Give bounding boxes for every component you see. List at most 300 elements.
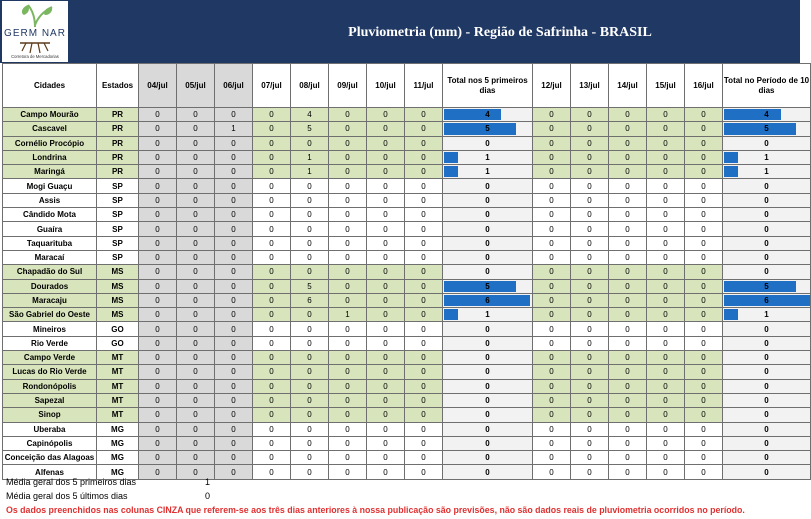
rain-cell: 0 <box>533 393 571 407</box>
rain-cell: 0 <box>177 408 215 422</box>
rain-cell: 0 <box>215 222 253 236</box>
rain-cell: 0 <box>177 351 215 365</box>
rain-cell: 0 <box>647 336 685 350</box>
rain-total-value: 0 <box>485 467 490 477</box>
rain-cell: 0 <box>405 265 443 279</box>
rain-cell: 0 <box>291 136 329 150</box>
rain-total-bar <box>444 109 501 120</box>
rain-cell: 0 <box>253 236 291 250</box>
city-cell: Guaíra <box>3 222 97 236</box>
table-row <box>3 351 811 365</box>
rain-total-value: 0 <box>485 253 490 263</box>
rain-cell: 0 <box>571 336 609 350</box>
total-10-days-cell <box>723 336 811 350</box>
rain-total-value: 0 <box>764 396 769 406</box>
rain-cell: 0 <box>533 279 571 293</box>
rain-cell: 0 <box>647 150 685 164</box>
rain-cell: 0 <box>139 293 177 307</box>
rain-cell: 0 <box>215 393 253 407</box>
rain-cell: 0 <box>609 222 647 236</box>
day-header: 05/jul <box>177 64 215 108</box>
state-cell: MS <box>97 293 139 307</box>
city-cell: Alfenas <box>3 465 97 479</box>
rain-cell: 0 <box>685 236 723 250</box>
rain-total-value: 0 <box>764 453 769 463</box>
total-5-days-cell <box>443 393 533 407</box>
rain-cell: 0 <box>405 179 443 193</box>
rain-cell: 0 <box>571 422 609 436</box>
rain-cell: 0 <box>405 108 443 122</box>
total-5-days-cell <box>443 193 533 207</box>
rain-cell: 0 <box>139 136 177 150</box>
rain-total-value: 0 <box>764 338 769 348</box>
rain-cell: 0 <box>367 250 405 264</box>
rain-total-bar <box>444 152 458 163</box>
rain-total-value: 0 <box>485 410 490 420</box>
rain-cell: 0 <box>609 208 647 222</box>
rain-cell: 0 <box>329 451 367 465</box>
rain-total-value: 0 <box>485 267 490 277</box>
rain-cell: 0 <box>215 236 253 250</box>
rain-cell: 0 <box>647 236 685 250</box>
rain-cell: 0 <box>647 379 685 393</box>
day-header: 04/jul <box>139 64 177 108</box>
rain-total-value: 0 <box>485 181 490 191</box>
rain-cell: 0 <box>685 222 723 236</box>
rain-total-value: 0 <box>764 181 769 191</box>
rain-cell: 0 <box>215 322 253 336</box>
header-row <box>3 64 811 108</box>
state-cell: MT <box>97 351 139 365</box>
rain-cell: 0 <box>253 451 291 465</box>
total-5-days-cell <box>443 236 533 250</box>
rain-cell: 0 <box>571 179 609 193</box>
rain-cell: 0 <box>533 465 571 479</box>
rain-cell: 0 <box>685 150 723 164</box>
rain-cell: 0 <box>215 108 253 122</box>
rain-total-value: 0 <box>485 453 490 463</box>
rain-total-bar <box>444 281 516 292</box>
rain-cell: 0 <box>685 322 723 336</box>
rain-cell: 0 <box>609 179 647 193</box>
day-header: 10/jul <box>367 64 405 108</box>
rain-cell: 0 <box>609 193 647 207</box>
rain-cell: 0 <box>367 193 405 207</box>
rain-cell: 0 <box>571 108 609 122</box>
rain-cell: 0 <box>291 208 329 222</box>
total-5-days-cell <box>443 208 533 222</box>
rain-cell: 0 <box>405 408 443 422</box>
rain-cell: 0 <box>291 365 329 379</box>
rain-cell: 0 <box>215 408 253 422</box>
rain-cell: 0 <box>533 451 571 465</box>
rain-cell: 0 <box>685 293 723 307</box>
state-cell: MT <box>97 379 139 393</box>
rain-total-value: 0 <box>764 410 769 420</box>
total-10-days-header: Total no Período de 10 dias <box>723 64 811 108</box>
rain-cell: 0 <box>215 436 253 450</box>
rain-cell: 0 <box>685 208 723 222</box>
rain-cell: 0 <box>139 165 177 179</box>
city-cell: Maracaju <box>3 293 97 307</box>
rain-cell: 0 <box>685 436 723 450</box>
rain-cell: 0 <box>647 322 685 336</box>
rain-total-value: 0 <box>485 367 490 377</box>
rain-cell: 0 <box>609 436 647 450</box>
rain-cell: 0 <box>367 351 405 365</box>
rain-cell: 0 <box>367 408 405 422</box>
rain-cell: 0 <box>609 308 647 322</box>
rain-cell: 0 <box>533 408 571 422</box>
rain-cell: 0 <box>405 465 443 479</box>
total-5-days-cell <box>443 308 533 322</box>
total-10-days-cell <box>723 236 811 250</box>
rain-cell: 0 <box>215 422 253 436</box>
rain-cell: 0 <box>291 193 329 207</box>
rain-cell: 0 <box>405 236 443 250</box>
total-5-days-cell <box>443 336 533 350</box>
table-row <box>3 279 811 293</box>
rain-cell: 0 <box>533 122 571 136</box>
total-5-days-cell <box>443 408 533 422</box>
rain-cell: 0 <box>177 208 215 222</box>
avg-last-value: 0 <box>205 491 211 501</box>
rain-cell: 0 <box>609 322 647 336</box>
rain-cell: 0 <box>405 422 443 436</box>
rain-cell: 0 <box>685 336 723 350</box>
rain-cell: 0 <box>405 365 443 379</box>
rain-cell: 0 <box>367 179 405 193</box>
total-10-days-cell <box>723 293 811 307</box>
state-cell: GO <box>97 336 139 350</box>
day-header: 13/jul <box>571 64 609 108</box>
rain-total-bar <box>724 309 738 320</box>
state-cell: SP <box>97 236 139 250</box>
rain-cell: 0 <box>329 351 367 365</box>
city-cell: Sinop <box>3 408 97 422</box>
rain-cell: 0 <box>647 108 685 122</box>
table-row <box>3 336 811 350</box>
total-10-days-cell <box>723 308 811 322</box>
rain-cell: 6 <box>291 293 329 307</box>
rain-cell: 0 <box>177 150 215 164</box>
rain-cell: 0 <box>291 422 329 436</box>
rain-cell: 0 <box>533 308 571 322</box>
rain-total-value: 1 <box>764 153 769 163</box>
rain-total-value: 5 <box>485 124 490 134</box>
city-cell: Lucas do Rio Verde <box>3 365 97 379</box>
rain-cell: 0 <box>647 136 685 150</box>
rain-cell: 0 <box>533 236 571 250</box>
rain-cell: 0 <box>571 136 609 150</box>
rain-cell: 0 <box>367 379 405 393</box>
rain-cell: 0 <box>685 279 723 293</box>
rain-cell: 0 <box>291 236 329 250</box>
total-5-days-cell <box>443 179 533 193</box>
state-cell: SP <box>97 179 139 193</box>
total-10-days-cell <box>723 408 811 422</box>
rain-total-value: 0 <box>764 195 769 205</box>
rain-cell: 0 <box>647 250 685 264</box>
rain-total-value: 1 <box>764 310 769 320</box>
rain-cell: 0 <box>533 351 571 365</box>
rain-cell: 1 <box>329 308 367 322</box>
rain-cell: 0 <box>215 208 253 222</box>
state-cell: PR <box>97 122 139 136</box>
avg-last-label: Média geral dos 5 últimos dias <box>6 491 128 501</box>
rain-total-value: 4 <box>485 110 490 120</box>
rain-cell: 0 <box>329 279 367 293</box>
total-5-days-cell <box>443 265 533 279</box>
rain-cell: 0 <box>685 165 723 179</box>
total-10-days-cell <box>723 365 811 379</box>
rain-cell: 0 <box>533 179 571 193</box>
rain-cell: 0 <box>533 208 571 222</box>
rain-cell: 0 <box>405 351 443 365</box>
rain-cell: 0 <box>139 422 177 436</box>
rain-cell: 0 <box>367 136 405 150</box>
rain-cell: 0 <box>571 436 609 450</box>
rain-cell: 0 <box>647 422 685 436</box>
total-5-days-cell <box>443 351 533 365</box>
rain-cell: 0 <box>571 122 609 136</box>
rain-total-value: 6 <box>485 296 490 305</box>
total-5-days-cell <box>443 122 533 136</box>
rain-total-value: 0 <box>485 138 490 148</box>
total-10-days-cell <box>723 165 811 179</box>
rain-cell: 0 <box>685 422 723 436</box>
city-cell: Campo Mourão <box>3 108 97 122</box>
rain-cell: 0 <box>329 393 367 407</box>
total-10-days-cell <box>723 351 811 365</box>
rain-cell: 0 <box>571 308 609 322</box>
avg-first-value: 1 <box>205 477 211 487</box>
total-5-days-cell <box>443 365 533 379</box>
rain-cell: 0 <box>215 279 253 293</box>
rain-cell: 0 <box>647 193 685 207</box>
rain-cell: 0 <box>253 379 291 393</box>
rain-cell: 0 <box>647 365 685 379</box>
rain-total-value: 0 <box>485 424 490 434</box>
rain-cell: 0 <box>253 265 291 279</box>
rain-cell: 0 <box>139 122 177 136</box>
rain-cell: 0 <box>647 351 685 365</box>
rain-cell: 0 <box>367 222 405 236</box>
rain-cell: 0 <box>329 236 367 250</box>
header-banner <box>0 0 800 63</box>
rain-cell: 0 <box>685 108 723 122</box>
rain-cell: 0 <box>177 279 215 293</box>
rain-cell: 0 <box>253 165 291 179</box>
state-cell: PR <box>97 136 139 150</box>
rain-cell: 0 <box>533 136 571 150</box>
total-10-days-cell <box>723 265 811 279</box>
rain-cell: 0 <box>405 379 443 393</box>
city-cell: Uberaba <box>3 422 97 436</box>
rain-cell: 0 <box>685 379 723 393</box>
rain-cell: 0 <box>329 465 367 479</box>
rain-cell: 0 <box>215 308 253 322</box>
rain-cell: 0 <box>533 108 571 122</box>
rain-cell: 0 <box>685 308 723 322</box>
rain-cell: 0 <box>177 451 215 465</box>
rain-cell: 0 <box>533 193 571 207</box>
table-row <box>3 150 811 164</box>
rain-cell: 0 <box>253 393 291 407</box>
rain-total-value: 1 <box>485 153 490 163</box>
rain-cell: 1 <box>291 165 329 179</box>
rain-cell: 0 <box>215 136 253 150</box>
total-10-days-cell <box>723 451 811 465</box>
rain-cell: 0 <box>685 408 723 422</box>
state-cell: MG <box>97 436 139 450</box>
rain-cell: 0 <box>367 208 405 222</box>
rain-cell: 5 <box>291 279 329 293</box>
table-row <box>3 208 811 222</box>
rain-cell: 0 <box>139 150 177 164</box>
total-10-days-cell <box>723 250 811 264</box>
rain-cell: 0 <box>533 422 571 436</box>
total-10-days-cell <box>723 136 811 150</box>
rain-cell: 0 <box>571 293 609 307</box>
rain-cell: 0 <box>215 179 253 193</box>
rain-cell: 0 <box>329 365 367 379</box>
state-cell: MG <box>97 422 139 436</box>
rain-cell: 0 <box>571 165 609 179</box>
rain-total-bar <box>724 166 738 177</box>
rain-cell: 0 <box>177 250 215 264</box>
rain-total-bar <box>724 109 781 120</box>
city-cell: Mineiros <box>3 322 97 336</box>
rain-cell: 0 <box>367 365 405 379</box>
states-header: Estados <box>97 64 139 108</box>
rain-cell: 0 <box>215 336 253 350</box>
rain-cell: 0 <box>367 436 405 450</box>
rain-cell: 0 <box>215 451 253 465</box>
rain-cell: 0 <box>571 322 609 336</box>
rain-cell: 0 <box>609 451 647 465</box>
rain-total-value: 0 <box>764 224 769 234</box>
rain-total-value: 0 <box>764 438 769 448</box>
rain-cell: 0 <box>571 222 609 236</box>
rain-total-value: 0 <box>485 224 490 234</box>
rain-cell: 0 <box>139 365 177 379</box>
rain-cell: 0 <box>609 250 647 264</box>
rain-total-value: 0 <box>764 324 769 334</box>
rain-cell: 0 <box>405 150 443 164</box>
rain-cell: 0 <box>291 308 329 322</box>
rain-cell: 0 <box>139 408 177 422</box>
rain-cell: 0 <box>215 193 253 207</box>
rain-cell: 0 <box>571 451 609 465</box>
rain-cell: 0 <box>291 179 329 193</box>
state-cell: PR <box>97 165 139 179</box>
rain-cell: 0 <box>533 436 571 450</box>
table-row <box>3 122 811 136</box>
total-5-days-cell <box>443 136 533 150</box>
day-header: 09/jul <box>329 64 367 108</box>
rain-cell: 0 <box>533 379 571 393</box>
rain-total-value: 0 <box>485 338 490 348</box>
total-5-days-header: Total nos 5 primeiros dias <box>443 64 533 108</box>
rain-cell: 0 <box>253 136 291 150</box>
rain-cell: 0 <box>405 279 443 293</box>
rain-cell: 5 <box>291 122 329 136</box>
city-cell: Mogi Guaçu <box>3 179 97 193</box>
rain-cell: 0 <box>571 465 609 479</box>
forecast-note: Os dados preenchidos nas colunas CINZA que referem-se aos três dias anteriores à nossa publicação são previsões, não são dados reais de pluviometria ocorridos no período. <box>6 505 745 515</box>
rain-total-value: 0 <box>764 238 769 248</box>
rain-total-bar <box>444 309 458 320</box>
rain-cell: 0 <box>685 465 723 479</box>
rain-cell: 0 <box>533 222 571 236</box>
rain-cell: 0 <box>367 293 405 307</box>
rain-cell: 0 <box>177 222 215 236</box>
total-5-days-cell <box>443 165 533 179</box>
rain-cell: 0 <box>253 293 291 307</box>
rain-cell: 0 <box>329 322 367 336</box>
rain-total-value: 5 <box>485 281 490 291</box>
table-row <box>3 193 811 207</box>
rain-cell: 0 <box>177 122 215 136</box>
total-10-days-cell <box>723 179 811 193</box>
rain-cell: 0 <box>685 265 723 279</box>
total-5-days-cell <box>443 250 533 264</box>
state-cell: MS <box>97 308 139 322</box>
rain-cell: 0 <box>177 108 215 122</box>
rain-cell: 0 <box>253 179 291 193</box>
rain-cell: 0 <box>329 122 367 136</box>
rain-cell: 0 <box>609 265 647 279</box>
rain-cell: 0 <box>609 122 647 136</box>
avg-first-label: Média geral dos 5 primeiros dias <box>6 477 137 487</box>
rain-cell: 0 <box>215 150 253 164</box>
day-header: 14/jul <box>609 64 647 108</box>
rain-total-bar <box>444 123 516 134</box>
city-cell: Cascavel <box>3 122 97 136</box>
total-10-days-cell <box>723 222 811 236</box>
rain-cell: 0 <box>177 265 215 279</box>
rain-total-value: 1 <box>764 167 769 177</box>
rain-cell: 0 <box>405 222 443 236</box>
rain-cell: 0 <box>367 150 405 164</box>
rain-cell: 0 <box>139 351 177 365</box>
rain-cell: 0 <box>177 393 215 407</box>
table-row <box>3 436 811 450</box>
rain-cell: 0 <box>685 365 723 379</box>
rain-cell: 0 <box>329 436 367 450</box>
rain-total-value: 0 <box>485 381 490 391</box>
rain-cell: 0 <box>329 108 367 122</box>
day-header: 06/jul <box>215 64 253 108</box>
rain-cell: 0 <box>647 465 685 479</box>
rain-cell: 0 <box>291 265 329 279</box>
rain-cell: 0 <box>533 336 571 350</box>
rain-cell: 0 <box>685 193 723 207</box>
rain-cell: 0 <box>647 308 685 322</box>
day-header: 15/jul <box>647 64 685 108</box>
rain-cell: 0 <box>329 293 367 307</box>
rain-cell: 0 <box>367 279 405 293</box>
rain-cell: 0 <box>647 265 685 279</box>
rain-cell: 0 <box>139 436 177 450</box>
rain-cell: 0 <box>609 465 647 479</box>
table-row <box>3 308 811 322</box>
total-5-days-cell <box>443 379 533 393</box>
rain-total-value: 0 <box>485 210 490 220</box>
rain-total-value: 0 <box>485 195 490 205</box>
rain-cell: 0 <box>367 165 405 179</box>
